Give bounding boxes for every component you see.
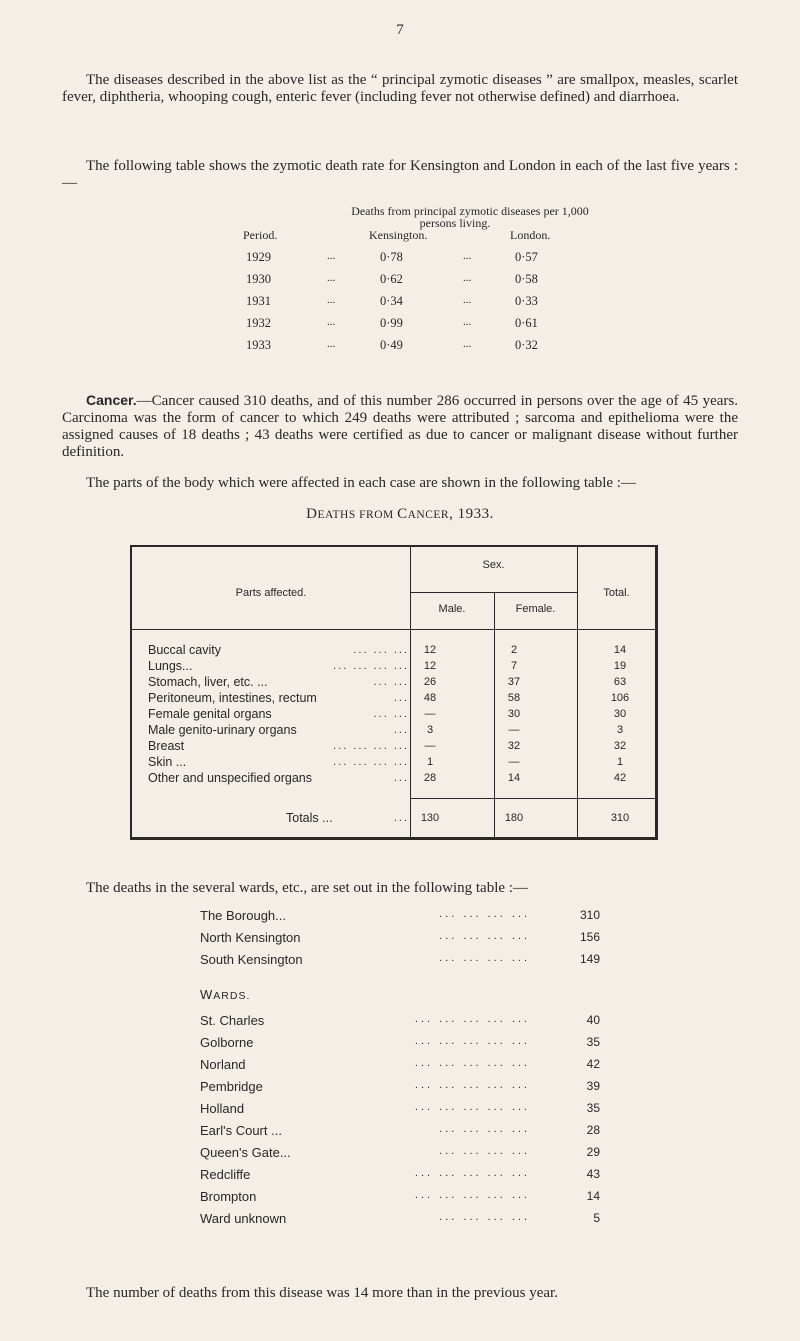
- cancer-male: 48: [423, 692, 437, 704]
- col-total: Total.: [603, 587, 630, 599]
- ward-name: Pembridge: [200, 1079, 263, 1094]
- cancer-female: —: [508, 724, 520, 736]
- ward-name: St. Charles: [200, 1013, 265, 1028]
- ward-name: Ward unknown: [200, 1211, 287, 1226]
- ward-name: Golborne: [200, 1035, 254, 1050]
- cancer-total: 63: [613, 676, 627, 688]
- cancer-female: 14: [507, 772, 521, 784]
- ward-dots: ... ... ... ... ...: [414, 1167, 530, 1179]
- ward-dots: ... ... ... ...: [439, 908, 530, 920]
- cancer-male: 1: [426, 756, 434, 768]
- cancer-heading: Cancer.: [86, 392, 137, 408]
- cancer-dots: ... ... ...: [353, 644, 409, 656]
- wards-summary-row: [200, 908, 600, 926]
- ward-name: North Kensington: [200, 930, 301, 945]
- cancer-row: [144, 659, 654, 673]
- cancer-table: [130, 545, 658, 840]
- zymotic-period: 1931: [246, 294, 271, 308]
- zymotic-kensington: 0·62: [380, 272, 403, 286]
- ward-row: [200, 1101, 600, 1119]
- zymotic-period: 1933: [246, 338, 271, 352]
- ward-row: [200, 1167, 600, 1185]
- ward-name: Redcliffe: [200, 1167, 251, 1182]
- cancer-total: 3: [616, 724, 624, 736]
- intro-paragraph: The diseases described in the above list as the “ principal zymotic diseases ” are smallpox, measles, scarlet fever, diphtheria, whooping cough, enteric fever (including fever not otherwise defined) and diarrhoea.: [62, 72, 738, 105]
- zymotic-kensington: 0·78: [380, 250, 403, 264]
- ward-name: Brompton: [200, 1189, 257, 1204]
- cancer-part: Buccal cavity: [148, 643, 221, 657]
- ward-row: [200, 1145, 600, 1163]
- cancer-dots: ... ...: [373, 708, 409, 720]
- zymotic-row: [0, 338, 800, 354]
- cancer-female: 58: [507, 692, 521, 704]
- zymotic-kensington: 0·34: [380, 294, 403, 308]
- wards-heading: WARDS.: [200, 987, 251, 1002]
- cancer-female: 37: [507, 676, 521, 688]
- ward-value: 14: [586, 1189, 600, 1203]
- ward-dots: ... ... ... ... ...: [414, 1101, 530, 1113]
- col-female: Female.: [515, 603, 556, 615]
- zymotic-kensington: 0·99: [380, 316, 403, 330]
- zymotic-dots: ...: [463, 316, 472, 328]
- totals-female: 180: [504, 812, 524, 824]
- ward-name: South Kensington: [200, 952, 303, 967]
- cancer-female: —: [508, 756, 520, 768]
- col-parts-affected: Parts affected.: [235, 587, 307, 599]
- ward-dots: ... ... ... ...: [439, 930, 530, 942]
- zymotic-col-kensington: Kensington.: [369, 228, 428, 242]
- ward-dots: ... ... ... ...: [439, 1145, 530, 1157]
- zymotic-dots: ...: [463, 250, 472, 262]
- ward-value: 40: [586, 1013, 600, 1027]
- cancer-male: —: [424, 740, 436, 752]
- zymotic-kensington: 0·49: [380, 338, 403, 352]
- zymotic-london: 0·57: [515, 250, 538, 264]
- wards-summary-row: [200, 930, 600, 948]
- zymotic-dots: ...: [327, 338, 336, 350]
- col-sex: Sex.: [482, 559, 505, 571]
- ward-value: 39: [586, 1079, 600, 1093]
- cancer-row: [144, 755, 654, 769]
- parts-paragraph: The parts of the body which were affected in each case are shown in the following table :—: [86, 475, 636, 491]
- cancer-part: Stomach, liver, etc. ...: [148, 675, 268, 689]
- ward-value: 5: [593, 1211, 600, 1225]
- closing-paragraph: The number of deaths from this disease was 14 more than in the previous year.: [86, 1285, 558, 1301]
- ward-value: 149: [579, 952, 600, 966]
- cancer-row: [144, 675, 654, 689]
- cancer-total: 42: [613, 772, 627, 784]
- zymotic-period: 1932: [246, 316, 271, 330]
- ward-dots: ... ... ... ...: [439, 1211, 530, 1223]
- ward-row: [200, 1189, 600, 1207]
- ward-row: [200, 1057, 600, 1075]
- cancer-total: 32: [613, 740, 627, 752]
- cancer-row: [144, 643, 654, 657]
- ward-name: Norland: [200, 1057, 246, 1072]
- ward-value: 42: [586, 1057, 600, 1071]
- zymotic-row: [0, 272, 800, 288]
- wards-summary-row: [200, 952, 600, 970]
- zymotic-london: 0·33: [515, 294, 538, 308]
- ward-dots: ... ... ... ... ...: [414, 1035, 530, 1047]
- cancer-paragraph: [62, 392, 738, 461]
- ward-name: Earl's Court ...: [200, 1123, 282, 1138]
- cancer-male: 28: [423, 772, 437, 784]
- ward-row: [200, 1211, 600, 1229]
- cancer-row: [144, 691, 654, 705]
- ward-value: 28: [586, 1123, 600, 1137]
- cancer-part: Peritoneum, intestines, rectum: [148, 691, 317, 705]
- cancer-row: [144, 707, 654, 721]
- zymotic-header-line1: Deaths from principal zymotic diseases per 1,000: [351, 204, 589, 218]
- ward-value: 35: [586, 1101, 600, 1115]
- cancer-row: [144, 739, 654, 753]
- ward-dots: ... ... ... ... ...: [414, 1013, 530, 1025]
- zymotic-row: [0, 316, 800, 332]
- cancer-male: 26: [423, 676, 437, 688]
- cancer-total: 19: [613, 660, 627, 672]
- cancer-male: 12: [423, 644, 437, 656]
- cancer-male: 12: [423, 660, 437, 672]
- page-number: 7: [396, 22, 404, 38]
- zymotic-header-line2: persons living.: [419, 216, 491, 230]
- cancer-row: [144, 771, 654, 785]
- zymotic-london: 0·58: [515, 272, 538, 286]
- cancer-dots: ...: [393, 692, 409, 704]
- zymotic-col-period: Period.: [243, 228, 278, 242]
- totals-row: [144, 811, 654, 825]
- cancer-paragraph-text: —Cancer caused 310 deaths, and of this number 286 occurred in persons over the age of 45 years. Carcinoma was the form of cancer to which 249 deaths were attributed ; sarcoma and epithelioma were the assigned causes of 18 deaths ; 43 deaths were certified as due to cancer or malignant disease without further definition.: [62, 393, 738, 460]
- zymotic-london: 0·61: [515, 316, 538, 330]
- ward-dots: ... ... ... ... ...: [414, 1057, 530, 1069]
- ward-dots: ... ... ... ... ...: [414, 1189, 530, 1201]
- col-male: Male.: [438, 603, 466, 615]
- zymotic-dots: ...: [327, 272, 336, 284]
- zymotic-dots: ...: [327, 316, 336, 328]
- ward-dots: ... ... ... ... ...: [414, 1079, 530, 1091]
- ward-value: 310: [579, 908, 600, 922]
- cancer-dots: ... ...: [373, 676, 409, 688]
- ward-name: Queen's Gate...: [200, 1145, 291, 1160]
- cancer-part: Skin ...: [148, 755, 187, 769]
- ward-dots: ... ... ... ...: [439, 952, 530, 964]
- cancer-female: 30: [507, 708, 521, 720]
- cancer-part: Lungs...: [148, 659, 193, 673]
- ward-name: The Borough...: [200, 908, 286, 923]
- cancer-male: —: [424, 708, 436, 720]
- totals-male: 130: [420, 812, 440, 824]
- cancer-part: Other and unspecified organs: [148, 771, 312, 785]
- cancer-row: [144, 723, 654, 737]
- totals-dots: ...: [393, 812, 409, 824]
- cancer-dots: ...: [393, 772, 409, 784]
- zymotic-dots: ...: [327, 294, 336, 306]
- zymotic-period: 1930: [246, 272, 271, 286]
- cancer-male: 3: [426, 724, 434, 736]
- zymotic-london: 0·32: [515, 338, 538, 352]
- ward-row: [200, 1123, 600, 1141]
- cancer-part: Female genital organs: [148, 707, 272, 721]
- cancer-total: 1: [616, 756, 624, 768]
- zymotic-col-london: London.: [510, 228, 551, 242]
- cancer-female: 2: [510, 644, 518, 656]
- zymotic-dots: ...: [463, 272, 472, 284]
- zymotic-dots: ...: [327, 250, 336, 262]
- ward-dots: ... ... ... ...: [439, 1123, 530, 1135]
- cancer-dots: ... ... ... ...: [333, 756, 409, 768]
- zymotic-dots: ...: [463, 338, 472, 350]
- ward-value: 35: [586, 1035, 600, 1049]
- ward-value: 29: [586, 1145, 600, 1159]
- ward-row: [200, 1079, 600, 1097]
- cancer-female: 7: [510, 660, 518, 672]
- cancer-total: 14: [613, 644, 627, 656]
- cancer-dots: ... ... ... ...: [333, 660, 409, 672]
- wards-intro-paragraph: The deaths in the several wards, etc., are set out in the following table :—: [86, 880, 528, 896]
- cancer-table-title: DEATHS FROM CANCER, 1933.: [306, 506, 494, 522]
- ward-value: 156: [579, 930, 600, 944]
- cancer-female: 32: [507, 740, 521, 752]
- zymotic-row: [0, 250, 800, 266]
- cancer-total: 30: [613, 708, 627, 720]
- ward-row: [200, 1013, 600, 1031]
- ward-name: Holland: [200, 1101, 245, 1116]
- zymotic-row: [0, 294, 800, 310]
- ward-value: 43: [586, 1167, 600, 1181]
- ward-row: [200, 1035, 600, 1053]
- zymotic-period: 1929: [246, 250, 271, 264]
- cancer-dots: ... ... ... ...: [333, 740, 409, 752]
- totals-label: Totals ...: [286, 811, 333, 825]
- totals-total: 310: [610, 812, 630, 824]
- zymotic-intro-paragraph: The following table shows the zymotic death rate for Kensington and London in each of the last five years :—: [62, 158, 738, 191]
- zymotic-dots: ...: [463, 294, 472, 306]
- cancer-dots: ...: [393, 724, 409, 736]
- cancer-total: 106: [610, 692, 630, 704]
- cancer-part: Male genito-urinary organs: [148, 723, 297, 737]
- cancer-part: Breast: [148, 739, 185, 753]
